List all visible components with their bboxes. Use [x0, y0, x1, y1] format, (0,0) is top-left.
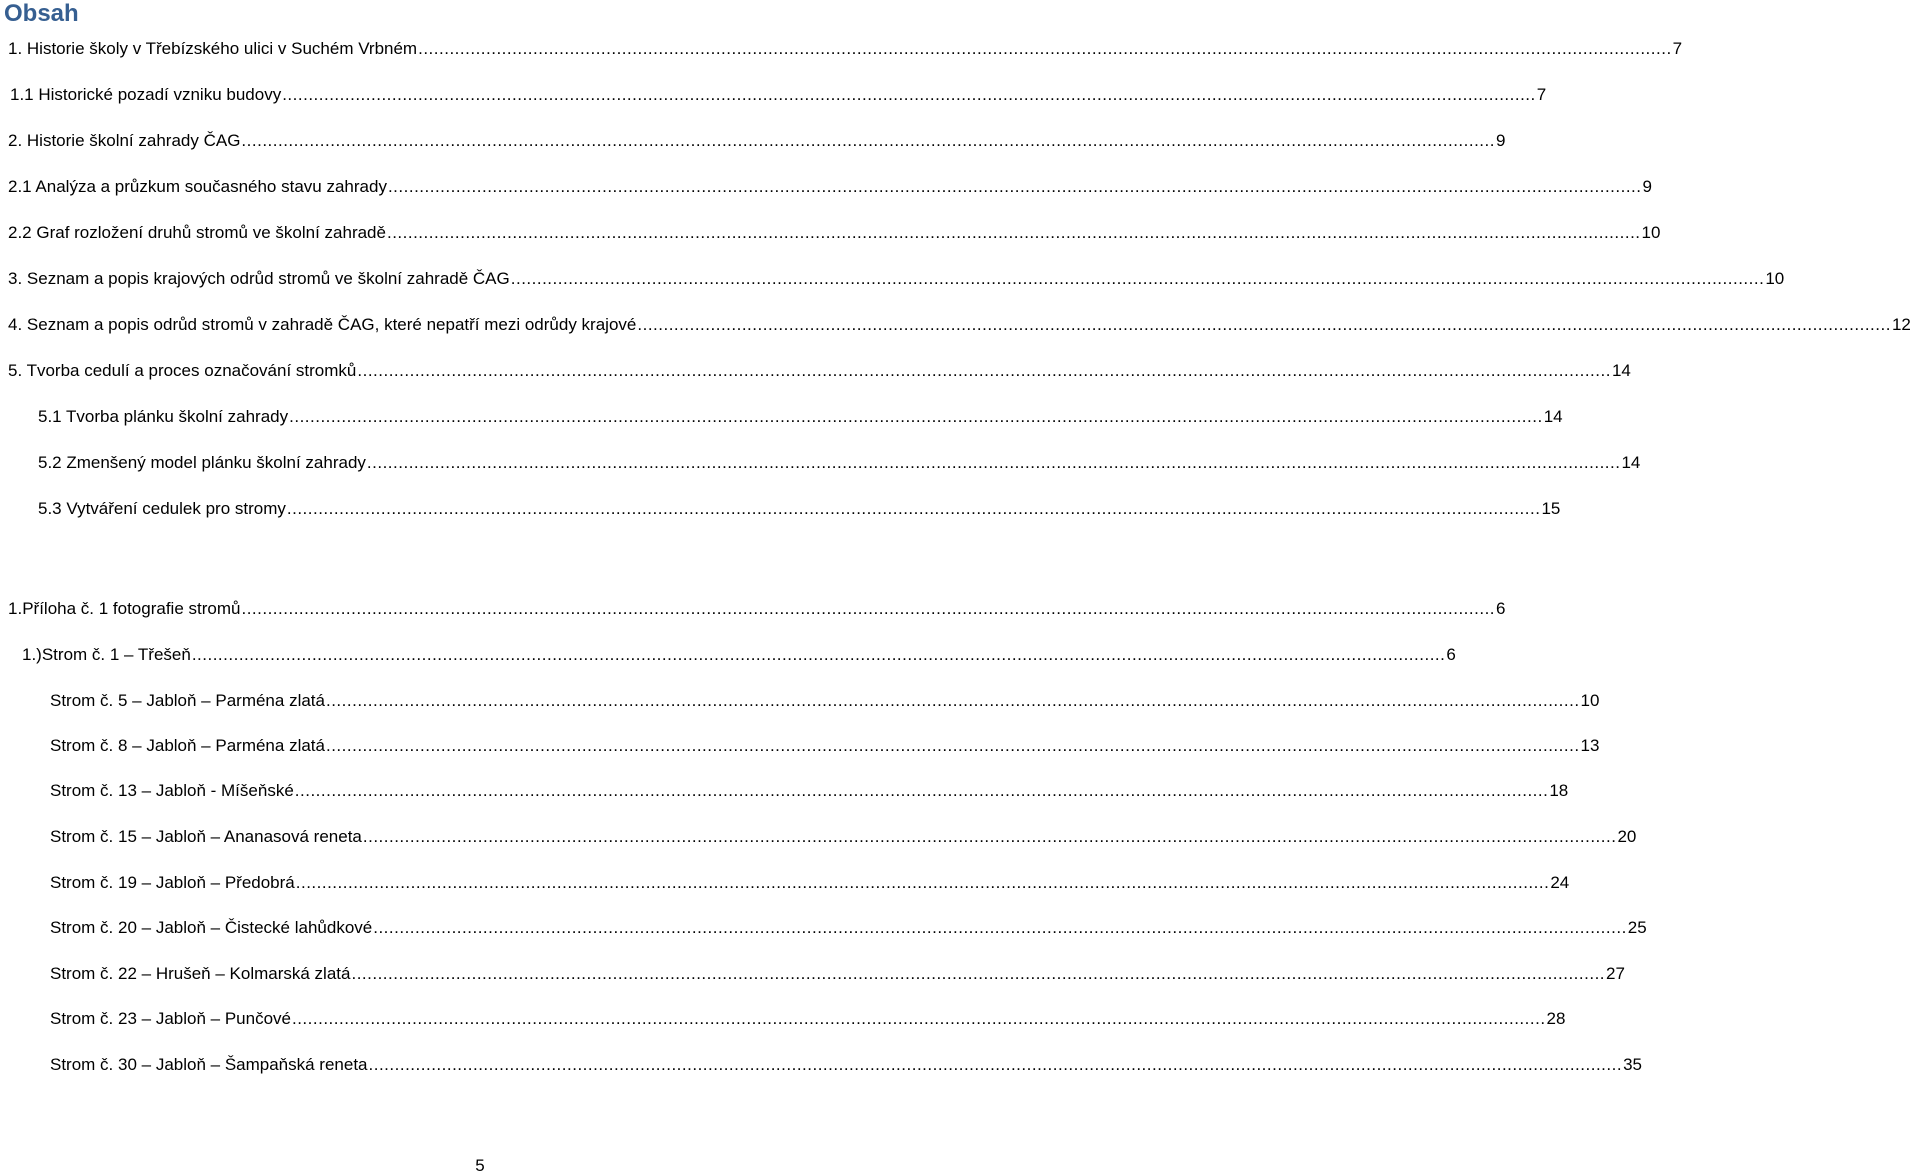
appendix-entry[interactable] — [50, 690, 1600, 712]
dot-leader — [326, 690, 1580, 712]
appendix-entry-page: 35 — [1623, 1055, 1642, 1074]
appendix-entry-label: Strom č. 23 – Jabloň – Punčové — [50, 1009, 291, 1028]
toc-entry-label: 5.2 Zmenšený model plánku školní zahrady — [38, 453, 366, 472]
toc-entry-label: 2. Historie školní zahrady ČAG — [8, 131, 241, 150]
dot-leader — [241, 130, 1495, 152]
dot-leader — [351, 963, 1605, 985]
toc-entry-label: 2.2 Graf rozložení druhů stromů ve školní zahradě — [8, 223, 386, 242]
toc-entry-label: 5.3 Vytváření cedulek pro stromy — [38, 499, 286, 518]
appendix-entry-label: Strom č. 22 – Hrušeň – Kolmarská zlatá — [50, 964, 351, 983]
toc-entry[interactable] — [8, 84, 1547, 106]
appendix-entry-page: 10 — [1580, 691, 1600, 710]
appendix-entry-page: 27 — [1606, 964, 1625, 983]
toc-entry-page: 14 — [1543, 407, 1563, 426]
appendix-entry[interactable] — [8, 598, 1506, 620]
toc-entry-page: 7 — [1672, 39, 1683, 58]
appendix-entry-page: 28 — [1546, 1009, 1566, 1028]
appendix-entry-label: Příloha č. 1 fotografie stromů — [22, 599, 241, 618]
appendix-entry-label: Strom č. 15 – Jabloň – Ananasová reneta — [50, 827, 362, 846]
dot-leader — [511, 268, 1765, 290]
dot-leader — [373, 917, 1627, 939]
appendix-entry-page: 13 — [1580, 736, 1600, 755]
toc-entry[interactable] — [8, 38, 1683, 60]
toc-entry-label: 2.1 Analýza a průzkum současného stavu zahrady — [8, 177, 387, 196]
dot-leader — [295, 780, 1549, 802]
toc-entry[interactable] — [8, 498, 1561, 520]
toc-title: Obsah — [4, 0, 79, 27]
appendix-entry[interactable] — [50, 826, 1637, 848]
toc-entry[interactable] — [8, 314, 1911, 336]
page-number: 5 — [475, 1156, 485, 1175]
dot-leader — [282, 84, 1536, 106]
toc-entry[interactable] — [8, 268, 1785, 290]
dot-leader — [363, 826, 1617, 848]
dot-leader — [387, 222, 1641, 244]
appendix-entry-label: Strom č. 20 – Jabloň – Čistecké lahůdkové — [50, 918, 373, 937]
appendix-entry-number: 1.) — [22, 645, 42, 664]
appendix-entry[interactable] — [50, 1008, 1566, 1030]
dot-leader — [367, 452, 1621, 474]
toc-entry-page: 15 — [1541, 499, 1561, 518]
appendix-entry-label: Strom č. 13 – Jabloň - Míšeňské — [50, 781, 294, 800]
appendix-entry[interactable] — [50, 872, 1570, 894]
appendix-entry[interactable] — [50, 1054, 1642, 1076]
toc-entry-label: 4. Seznam a popis odrůd stromů v zahradě ČAG, které nepatří mezi odrůdy krajové — [8, 315, 637, 334]
appendix-entry-page: 25 — [1627, 918, 1647, 937]
toc-entry-page: 9 — [1642, 177, 1652, 196]
dot-leader — [192, 644, 1446, 666]
toc-entry-page: 12 — [1891, 315, 1911, 334]
toc-entry[interactable] — [8, 452, 1641, 474]
toc-entry[interactable] — [8, 176, 1652, 198]
dot-leader — [287, 498, 1541, 520]
appendix-entry-page: 6 — [1496, 599, 1506, 618]
toc-entry-page: 7 — [1536, 85, 1547, 104]
appendix-entry[interactable] — [50, 780, 1569, 802]
appendix-entry-label: Strom č. 1 – Třešeň — [41, 645, 191, 664]
dot-leader — [418, 38, 1672, 60]
appendix-entry-page: 18 — [1549, 781, 1569, 800]
dot-leader — [292, 1008, 1546, 1030]
appendix-entry-label: Strom č. 19 – Jabloň – Předobrá — [50, 873, 295, 892]
dot-leader — [357, 360, 1611, 382]
toc-entry-page: 14 — [1611, 361, 1631, 380]
toc-entry-label: 1. Historie školy v Třebízského ulici v Suchém Vrbném — [8, 39, 418, 58]
toc-entry-label: 1.1 Historické pozadí vzniku budovy — [10, 85, 282, 104]
toc-entry[interactable] — [8, 406, 1563, 428]
dot-leader — [637, 314, 1891, 336]
toc-entry[interactable] — [8, 130, 1506, 152]
appendix-entry-label: Strom č. 5 – Jabloň – Parména zlatá — [50, 691, 325, 710]
toc-entry-page: 9 — [1495, 131, 1506, 150]
toc-entry[interactable] — [8, 360, 1631, 382]
appendix-entry-page: 20 — [1617, 827, 1637, 846]
dot-leader — [241, 598, 1495, 620]
appendix-entry[interactable] — [22, 644, 1456, 666]
toc-entry[interactable] — [8, 222, 1661, 244]
appendix-entry-page: 24 — [1550, 873, 1570, 892]
toc-entry-label: 3. Seznam a popis krajových odrůd stromů ve školní zahradě ČAG — [8, 269, 510, 288]
appendix-entry-number: 1. — [8, 599, 23, 618]
dot-leader — [369, 1054, 1623, 1076]
dot-leader — [296, 872, 1550, 894]
dot-leader — [388, 176, 1642, 198]
dot-leader — [326, 735, 1580, 757]
dot-leader — [289, 406, 1543, 428]
toc-entry-label: 5. Tvorba cedulí a proces označování stromků — [8, 361, 357, 380]
appendix-entry[interactable] — [50, 963, 1625, 985]
appendix-entry[interactable] — [50, 735, 1600, 757]
appendix-entry[interactable] — [50, 917, 1647, 939]
toc-entry-page: 14 — [1621, 453, 1641, 472]
appendix-entry-label: Strom č. 8 – Jabloň – Parména zlatá — [50, 736, 325, 755]
appendix-entry-page: 6 — [1446, 645, 1456, 664]
toc-entry-page: 10 — [1641, 223, 1661, 242]
appendix-entry-label: Strom č. 30 – Jabloň – Šampaňská reneta — [50, 1055, 368, 1074]
toc-entry-page: 10 — [1765, 269, 1785, 288]
toc-entry-label: 5.1 Tvorba plánku školní zahrady — [38, 407, 289, 426]
